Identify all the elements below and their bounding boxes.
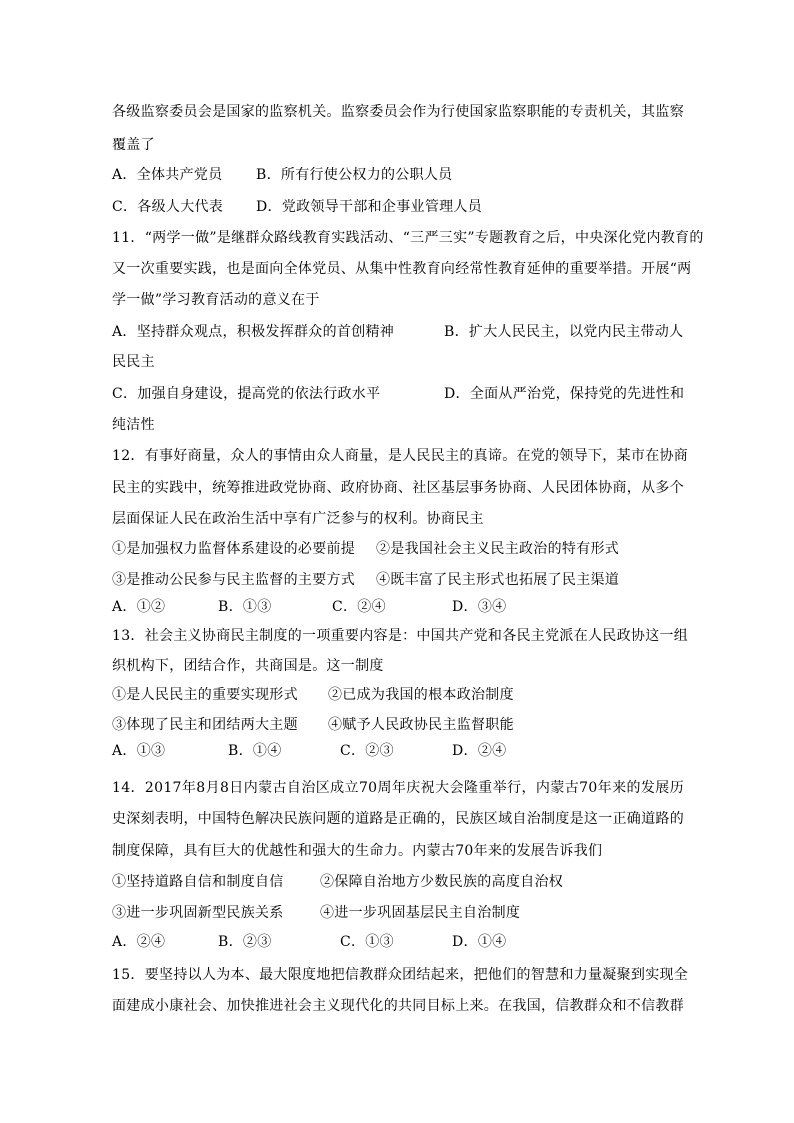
q14-stem-line-2: 史深刻表明，中国特色解决民族问题的道路是正确的，民族区域自治制度是这一正确道路的 bbox=[112, 811, 684, 827]
q13-option-c: C．②③ bbox=[340, 743, 394, 759]
q11-option-b-line-2: 民民主 bbox=[112, 354, 155, 370]
q12-statement-4: ④既丰富了民主形式也拓展了民主渠道 bbox=[376, 572, 620, 588]
q13-statement-1: ①是人民民主的重要实现形式 bbox=[112, 687, 298, 703]
q14-option-d: D．①④ bbox=[452, 934, 507, 950]
q13-option-a: A．①③ bbox=[112, 743, 166, 759]
q14-statement-3: ③进一步巩固新型民族关系 bbox=[112, 905, 284, 921]
q14-statement-4: ④进一步巩固基层民主自治制度 bbox=[320, 905, 521, 921]
q15-stem-line-1: 15．要坚持以人为本、最大限度地把信教群众团结起来，把他们的智慧和力量凝聚到实现全 bbox=[112, 967, 689, 983]
q11-option-d-line-2: 纯洁性 bbox=[112, 417, 155, 433]
q11-stem-line-2: 又一次重要实践，也是面向全体党员、从集中性教育向经常性教育延伸的重要举措。开展“两 bbox=[112, 261, 692, 277]
q10-option-c: C．各级人大代表 bbox=[112, 199, 224, 215]
q14-option-b: B．②③ bbox=[218, 934, 272, 950]
q12-option-b: B．①③ bbox=[218, 599, 272, 615]
q12-statement-1: ①是加强权力监督体系建设的必要前提 bbox=[112, 541, 356, 557]
q10-option-d: D．党政领导干部和企事业管理人员 bbox=[256, 199, 483, 215]
q11-option-c: C．加强自身建设，提高党的依法行政水平 bbox=[112, 386, 381, 402]
q13-stem-line-2: 织机构下，团结合作，共商国是。这一制度 bbox=[112, 658, 384, 674]
q11-option-a: A．坚持群众观点，积极发挥群众的首创精神 bbox=[112, 324, 395, 340]
q12-statement-3: ③是推动公民参与民主监督的主要方式 bbox=[112, 572, 356, 588]
q15-stem-line-2: 面建成小康社会、加快推进社会主义现代化的共同目标上来。在我国，信教群众和不信教群 bbox=[112, 998, 684, 1014]
q12-stem-line-3: 层面保证人民在政治生活中享有广泛参与的权利。协商民主 bbox=[112, 511, 484, 527]
q13-option-d: D．②④ bbox=[452, 743, 507, 759]
q12-option-a: A．①② bbox=[112, 599, 166, 615]
q10-stem-line-2: 覆盖了 bbox=[112, 137, 155, 153]
q12-stem-line-2: 民主的实践中，统筹推进政党协商、政府协商、社区基层事务协商、人民团体协商，从多个 bbox=[112, 480, 684, 496]
q13-statement-2: ②已成为我国的根本政治制度 bbox=[328, 687, 514, 703]
q10-option-b: B．所有行使公权力的公职人员 bbox=[256, 167, 453, 183]
q14-statement-2: ②保障自治地方少数民族的高度自治权 bbox=[320, 874, 564, 890]
q13-option-b: B．①④ bbox=[228, 743, 282, 759]
q11-stem-line-1: 11．“两学一做”是继群众路线教育实践活动、“三严三实”专题教育之后，中央深化党内教育的 bbox=[112, 230, 704, 246]
q12-option-d: D．③④ bbox=[452, 599, 507, 615]
q11-option-b-line-1: B．扩大人民民主，以党内民主带动人 bbox=[444, 324, 684, 340]
q14-stem-line-3: 制度保障，具有巨大的优越性和强大的生命力。内蒙古70年来的发展告诉我们 bbox=[112, 843, 603, 859]
q14-statement-1: ①坚持道路自信和制度自信 bbox=[112, 874, 284, 890]
q11-stem-line-3: 学一做”学习教育活动的意义在于 bbox=[112, 292, 320, 308]
q13-statement-4: ④赋予人民政协民主监督职能 bbox=[328, 717, 514, 733]
q14-option-a: A．②④ bbox=[112, 934, 166, 950]
q12-option-c: C．②④ bbox=[332, 599, 386, 615]
q14-option-c: C．①③ bbox=[340, 934, 394, 950]
q10-option-a: A．全体共产党员 bbox=[112, 167, 223, 183]
q13-statement-3: ③体现了民主和团结两大主题 bbox=[112, 717, 298, 733]
q10-stem-line-1: 各级监察委员会是国家的监察机关。监察委员会作为行使国家监察职能的专责机关，其监察 bbox=[112, 104, 684, 120]
q13-stem-line-1: 13．社会主义协商民主制度的一项重要内容是：中国共产党和各民主党派在人民政协这一组 bbox=[112, 628, 689, 644]
q14-stem-line-1: 14．2017年8月8日内蒙古自治区成立70周年庆祝大会隆重举行，内蒙古70年来的发展历 bbox=[112, 780, 684, 796]
q12-statement-2: ②是我国社会主义民主政治的特有形式 bbox=[376, 541, 620, 557]
q11-option-d-line-1: D．全面从严治党，保持党的先进性和 bbox=[444, 386, 685, 402]
q12-stem-line-1: 12．有事好商量，众人的事情由众人商量，是人民民主的真谛。在党的领导下，某市在协商 bbox=[112, 448, 689, 464]
